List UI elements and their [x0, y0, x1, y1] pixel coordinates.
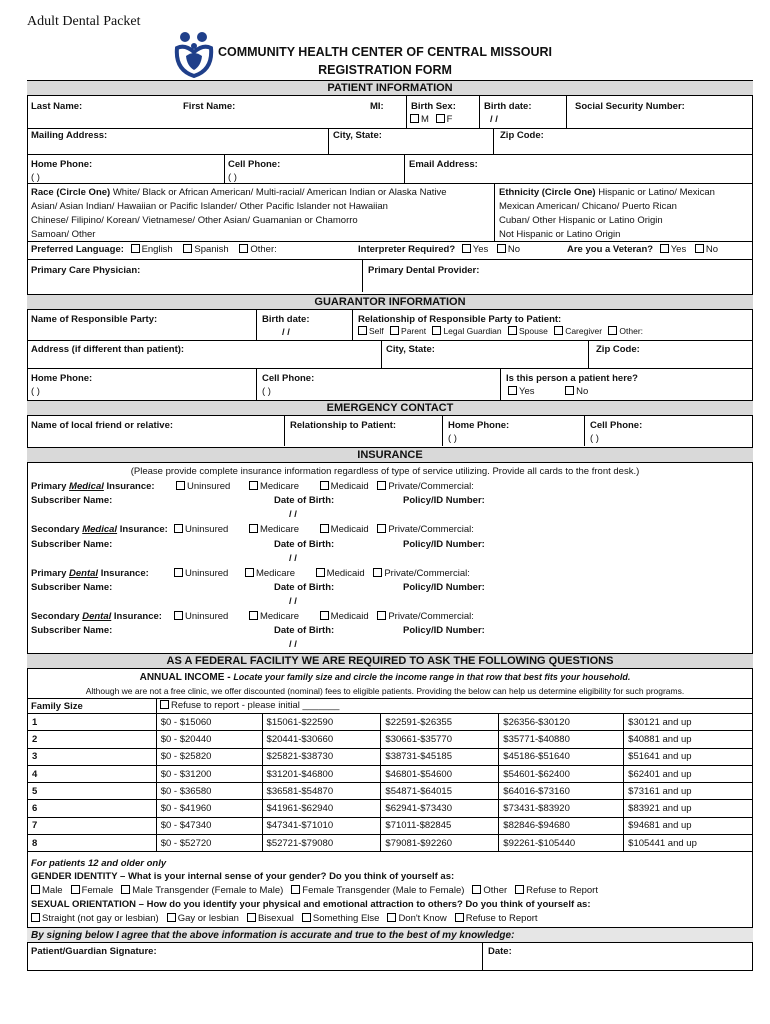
ins-word: Insurance: — [111, 611, 162, 622]
uninsured-label: Uninsured — [185, 611, 229, 622]
home-phone-paren: ( ) — [31, 172, 40, 183]
guarantor-city-state-field[interactable]: City, State: — [386, 344, 435, 355]
other-relationship-label: Other: — [619, 326, 644, 336]
income-range-cell[interactable]: $73431-$83920 — [499, 800, 624, 817]
gender-option-checkbox[interactable] — [71, 885, 80, 894]
income-range-cell[interactable]: $45186-$51640 — [499, 748, 624, 765]
income-range-cell[interactable]: $36581-$54870 — [262, 783, 381, 800]
sex-f-label: F — [446, 114, 453, 125]
income-range-cell[interactable]: $25821-$38730 — [262, 748, 381, 765]
other-language-checkbox[interactable] — [239, 244, 248, 253]
refuse-to-report-row — [156, 700, 339, 711]
primary-medical-private-checkbox[interactable] — [377, 481, 386, 490]
primary-dental-policy[interactable]: Policy/ID Number: — [403, 582, 485, 593]
guarantor-address-field[interactable]: Address (if different than patient): — [31, 344, 185, 355]
guarantor-birth-date-field[interactable]: Birth date: — [262, 314, 310, 325]
secondary-dental-label — [31, 611, 162, 622]
annual-income-instructions: Locate your family size and circle the income range in that row that best fits your household. — [233, 672, 631, 682]
orientation-option-checkbox[interactable] — [387, 913, 396, 922]
ethnicity-line-2[interactable]: Mexican American/ Chicano/ Puerto Rican — [499, 201, 677, 212]
income-range-cell[interactable]: $62941-$73430 — [381, 800, 499, 817]
guarantor-home-phone-paren: ( ) — [31, 386, 40, 397]
secondary-dental-medicaid-checkbox[interactable] — [320, 611, 329, 620]
ethnicity-label: Ethnicity (Circle One) — [499, 187, 596, 198]
dental-provider-field[interactable]: Primary Dental Provider: — [368, 265, 480, 276]
first-name-field[interactable]: First Name: — [183, 101, 236, 112]
veteran-no-checkbox[interactable] — [695, 244, 704, 253]
orientation-option-label: Bisexual — [257, 913, 294, 924]
income-range-cell[interactable]: $51641 and up — [624, 748, 753, 765]
section-guarantor-information: GUARANTOR INFORMATION — [27, 294, 753, 310]
section-insurance: INSURANCE — [27, 447, 753, 463]
secondary-medical-dob-slashes: / / — [289, 553, 297, 564]
orientation-option-label: Refuse to Report — [465, 913, 538, 924]
gender-option-label: Female — [81, 885, 114, 896]
sex-m-label: M — [421, 114, 429, 125]
income-range-cell[interactable]: $0 - $47340 — [156, 817, 262, 834]
is-patient-no-label: No — [576, 386, 589, 397]
income-range-cell[interactable]: $0 - $52720 — [156, 835, 262, 852]
primary-medical-medicare-checkbox[interactable] — [249, 481, 258, 490]
race-line-2[interactable]: Asian/ Asian Indian/ Hawaiian or Pacific Islander/ Other Pacific Islander not Hawaiian — [31, 201, 388, 212]
secondary-dental-dob-slashes: / / — [289, 639, 297, 650]
race-label: Race (Circle One) — [31, 187, 111, 198]
family-size-header: Family Size — [31, 701, 83, 712]
ethnicity-options-1[interactable]: Hispanic or Latino/ Mexican — [595, 187, 715, 198]
private-label: Private/Commercial: — [388, 611, 474, 622]
medicaid-label: Medicaid — [330, 611, 369, 622]
interpreter-no-checkbox[interactable] — [497, 244, 506, 253]
primary-dental-dob[interactable]: Date of Birth: — [274, 582, 335, 593]
guarantor-birth-date-slashes: / / — [282, 327, 290, 338]
income-range-cell[interactable]: $0 - $36580 — [156, 783, 262, 800]
secondary-medical-policy[interactable]: Policy/ID Number: — [403, 539, 485, 550]
income-range-cell[interactable]: $38731-$45185 — [381, 748, 499, 765]
gender-option-checkbox[interactable] — [121, 885, 130, 894]
secondary-medical-label — [31, 524, 168, 535]
family-size-cell: 1 — [28, 714, 157, 731]
cell-phone-paren: ( ) — [228, 172, 237, 183]
income-range-cell[interactable]: $0 - $31200 — [156, 765, 262, 782]
other-language-label: Other: — [250, 244, 277, 255]
gender-option-checkbox[interactable] — [31, 885, 40, 894]
gender-options — [27, 885, 602, 896]
insurance-note: (Please provide complete insurance information regardless of type of service utilizing. Provide all cards to the front desk.) — [130, 466, 640, 477]
section-emergency-contact: EMERGENCY CONTACT — [27, 400, 753, 416]
veteran-label: Are you a Veteran? — [567, 244, 654, 255]
primary-dental-label — [31, 568, 149, 579]
birth-date-slashes: / / — [490, 114, 498, 125]
annual-income-heading: ANNUAL INCOME - — [139, 672, 234, 683]
primary-dental-private-checkbox[interactable] — [373, 568, 382, 577]
private-label: Private/Commercial: — [388, 481, 474, 492]
is-patient-yes-label: Yes — [519, 386, 535, 397]
medicaid-label: Medicaid — [330, 481, 369, 492]
guarantor-home-phone-field[interactable]: Home Phone: — [31, 373, 93, 384]
income-range-cell[interactable]: $82846-$94680 — [499, 817, 624, 834]
ins-order: Secondary — [31, 611, 80, 622]
spouse-label: Spouse — [518, 326, 548, 336]
ins-type: Dental — [82, 611, 112, 622]
interpreter-label: Interpreter Required? — [358, 244, 456, 255]
income-range-cell[interactable]: $54601-$62400 — [499, 765, 624, 782]
secondary-dental-uninsured-checkbox[interactable] — [174, 611, 183, 620]
orientation-question: SEXUAL ORIENTATION – How do you identify your physical and emotional attraction to others? Do you think of yourself as: — [31, 899, 591, 910]
sex-m-checkbox[interactable] — [410, 114, 419, 123]
gender-option-checkbox[interactable] — [515, 885, 524, 894]
relationship-label: Relationship of Responsible Party to Patient: — [358, 314, 562, 325]
last-name-field[interactable]: Last Name: — [31, 101, 83, 112]
orientation-option-checkbox[interactable] — [455, 913, 464, 922]
primary-medical-label — [31, 481, 155, 492]
ins-type: Dental — [69, 568, 99, 579]
section-federal-questions: AS A FEDERAL FACILITY WE ARE REQUIRED TO ASK THE FOLLOWING QUESTIONS — [27, 653, 753, 669]
primary-dental-medicare-checkbox[interactable] — [245, 568, 254, 577]
is-patient-label: Is this person a patient here? — [506, 373, 638, 384]
family-size-cell: 2 — [28, 731, 157, 748]
legal-guardian-label: Legal Guardian — [443, 326, 502, 336]
is-patient-options — [504, 386, 588, 397]
race-line-4[interactable]: Samoan/ Other — [31, 229, 96, 240]
income-range-cell[interactable]: $40881 and up — [624, 731, 753, 748]
medicare-label: Medicare — [255, 568, 296, 579]
secondary-medical-dob[interactable]: Date of Birth: — [274, 539, 335, 550]
english-label: English — [141, 244, 173, 255]
income-row — [28, 714, 753, 731]
org-name: COMMUNITY HEALTH CENTER OF CENTRAL MISSOURI — [217, 45, 553, 59]
primary-medical-medicaid-checkbox[interactable] — [320, 481, 329, 490]
veteran-row — [567, 244, 718, 255]
orientation-option-label: Don't Know — [398, 913, 447, 924]
interpreter-no-label: No — [507, 244, 521, 255]
income-range-cell[interactable]: $15061-$22590 — [262, 714, 381, 731]
mailing-address-field[interactable]: Mailing Address: — [31, 130, 108, 141]
veteran-no-label: No — [705, 244, 718, 255]
middle-initial-field[interactable]: MI: — [370, 101, 384, 112]
secondary-medical-private-checkbox[interactable] — [377, 524, 386, 533]
income-row — [28, 748, 753, 765]
refuse-income-checkbox[interactable] — [160, 700, 169, 709]
interpreter-yes-label: Yes — [472, 244, 489, 255]
uninsured-label: Uninsured — [185, 568, 229, 579]
emergency-relationship-field[interactable]: Relationship to Patient: — [290, 420, 397, 431]
gender-option-label: Refuse to Report — [526, 885, 598, 896]
medicaid-label: Medicaid — [326, 568, 365, 579]
english-checkbox[interactable] — [131, 244, 140, 253]
income-row — [28, 783, 753, 800]
race-line-1 — [31, 187, 447, 198]
emergency-cell-phone-paren: ( ) — [590, 433, 599, 444]
income-range-cell[interactable]: $52721-$79080 — [262, 835, 381, 852]
income-row — [28, 800, 753, 817]
secondary-dental-private-checkbox[interactable] — [377, 611, 386, 620]
primary-dental-medicaid-checkbox[interactable] — [316, 568, 325, 577]
income-range-cell[interactable]: $22591-$26355 — [381, 714, 499, 731]
form-title: REGISTRATION FORM — [318, 63, 452, 77]
secondary-medical-options — [170, 524, 474, 535]
ethnicity-line-4[interactable]: Not Hispanic or Latino Origin — [499, 229, 621, 240]
caregiver-label: Caregiver — [565, 326, 603, 336]
family-size-cell: 3 — [28, 748, 157, 765]
ins-type: Medical — [82, 524, 118, 535]
spanish-label: Spanish — [194, 244, 229, 255]
income-range-cell[interactable]: $64016-$73160 — [499, 783, 624, 800]
income-range-cell[interactable]: $92261-$105440 — [499, 835, 624, 852]
orientation-option-label: Something Else — [312, 913, 380, 924]
income-row — [28, 817, 753, 834]
ins-word: Insurance: — [103, 481, 155, 492]
primary-medical-subscriber[interactable]: Subscriber Name: — [31, 495, 113, 506]
primary-dental-options — [170, 568, 470, 579]
spouse-checkbox[interactable] — [508, 326, 517, 335]
primary-dental-dob-slashes: / / — [289, 596, 297, 607]
income-range-cell[interactable]: $0 - $20440 — [156, 731, 262, 748]
primary-medical-dob[interactable]: Date of Birth: — [274, 495, 335, 506]
income-range-cell[interactable]: $35771-$40880 — [499, 731, 624, 748]
orientation-option-checkbox[interactable] — [31, 913, 40, 922]
guarantor-cell-phone-paren: ( ) — [262, 386, 271, 397]
income-range-cell[interactable]: $105441 and up — [624, 835, 753, 852]
spanish-checkbox[interactable] — [183, 244, 192, 253]
income-table — [27, 713, 753, 852]
race-options-1[interactable]: White/ Black or African American/ Multi-racial/ American Indian or Alaska Native — [110, 187, 447, 198]
refuse-income-label: Refuse to report - please initial _______ — [171, 700, 340, 711]
gender-option-checkbox[interactable] — [472, 885, 481, 894]
income-range-cell[interactable]: $79081-$92260 — [381, 835, 499, 852]
is-patient-no-checkbox[interactable] — [565, 386, 574, 395]
veteran-yes-label: Yes — [670, 244, 687, 255]
income-range-cell[interactable]: $0 - $25820 — [156, 748, 262, 765]
birth-date-field[interactable]: Birth date: — [484, 101, 532, 112]
email-field[interactable]: Email Address: — [409, 159, 478, 170]
income-range-cell[interactable]: $71011-$82845 — [381, 817, 499, 834]
signature-date-field[interactable]: Date: — [488, 946, 512, 957]
guarantor-zip-field[interactable]: Zip Code: — [596, 344, 640, 355]
emergency-cell-phone-field[interactable]: Cell Phone: — [590, 420, 643, 431]
medicaid-label: Medicaid — [330, 524, 369, 535]
primary-dental-uninsured-checkbox[interactable] — [174, 568, 183, 577]
birth-sex-options[interactable] — [406, 114, 452, 125]
ins-order: Secondary — [31, 524, 80, 535]
income-range-cell[interactable]: $41961-$62940 — [262, 800, 381, 817]
income-row — [28, 765, 753, 782]
responsible-party-field[interactable]: Name of Responsible Party: — [31, 314, 158, 325]
gender-question: GENDER IDENTITY – What is your internal sense of your gender? Do you think of yourself as: — [31, 871, 455, 882]
orientation-option-checkbox[interactable] — [247, 913, 256, 922]
secondary-dental-medicare-checkbox[interactable] — [249, 611, 258, 620]
emergency-home-phone-field[interactable]: Home Phone: — [448, 420, 510, 431]
income-range-cell[interactable]: $26356-$30120 — [499, 714, 624, 731]
zip-code-field[interactable]: Zip Code: — [500, 130, 544, 141]
packet-title: Adult Dental Packet — [27, 14, 141, 29]
self-checkbox[interactable] — [358, 326, 367, 335]
income-range-cell[interactable]: $73161 and up — [624, 783, 753, 800]
emergency-home-phone-paren: ( ) — [448, 433, 457, 444]
income-note: Although we are not a free clinic, we offer discounted (nominal) fees to eligible patients. Providing the below can help us determine eligibility for such programs. — [85, 686, 685, 696]
preferred-language-label: Preferred Language: — [31, 244, 124, 255]
gender-option-checkbox[interactable] — [291, 885, 300, 894]
medicare-label: Medicare — [259, 481, 300, 492]
signature-field[interactable]: Patient/Guardian Signature: — [31, 946, 157, 957]
uninsured-label: Uninsured — [187, 481, 231, 492]
is-patient-yes-checkbox[interactable] — [508, 386, 517, 395]
secondary-dental-policy[interactable]: Policy/ID Number: — [403, 625, 485, 636]
orientation-option-checkbox[interactable] — [167, 913, 176, 922]
secondary-dental-options — [170, 611, 474, 622]
birth-sex-label: Birth Sex: — [411, 101, 456, 112]
annual-income-title — [0, 672, 770, 683]
parent-label: Parent — [401, 326, 427, 336]
age-note: For patients 12 and older only — [31, 858, 167, 869]
secondary-medical-medicare-checkbox[interactable] — [249, 524, 258, 533]
private-label: Private/Commercial: — [384, 568, 470, 579]
income-range-cell[interactable]: $46801-$54600 — [381, 765, 499, 782]
legal-guardian-checkbox[interactable] — [432, 326, 441, 335]
signature-agreement: By signing below I agree that the above information is accurate and true to the best of my knowledge: — [27, 927, 753, 943]
ins-word: Insurance: — [117, 524, 168, 535]
secondary-dental-subscriber[interactable]: Subscriber Name: — [31, 625, 113, 636]
secondary-medical-subscriber[interactable]: Subscriber Name: — [31, 539, 113, 550]
income-range-cell[interactable]: $47341-$71010 — [262, 817, 381, 834]
income-range-cell[interactable]: $20441-$30660 — [262, 731, 381, 748]
income-range-cell[interactable]: $0 - $41960 — [156, 800, 262, 817]
primary-medical-uninsured-checkbox[interactable] — [176, 481, 185, 490]
caregiver-checkbox[interactable] — [554, 326, 563, 335]
sex-f-checkbox[interactable] — [436, 114, 445, 123]
orientation-option-label: Gay or lesbian — [177, 913, 239, 924]
family-size-cell: 5 — [28, 783, 157, 800]
ssn-field[interactable]: Social Security Number: — [575, 101, 685, 112]
emergency-name-field[interactable]: Name of local friend or relative: — [31, 420, 174, 431]
other-relationship-checkbox[interactable] — [608, 326, 617, 335]
uninsured-label: Uninsured — [185, 524, 229, 535]
primary-medical-dob-slashes: / / — [289, 509, 297, 520]
secondary-medical-uninsured-checkbox[interactable] — [174, 524, 183, 533]
race-line-3[interactable]: Chinese/ Filipino/ Korean/ Vietnamese/ Other Asian/ Guamanian or Chamorro — [31, 215, 358, 226]
secondary-dental-dob[interactable]: Date of Birth: — [274, 625, 335, 636]
cell-phone-field[interactable]: Cell Phone: — [228, 159, 281, 170]
guarantor-cell-phone-field[interactable]: Cell Phone: — [262, 373, 315, 384]
section-patient-information: PATIENT INFORMATION — [27, 80, 753, 96]
income-range-cell[interactable]: $30121 and up — [624, 714, 753, 731]
preferred-language-row — [31, 244, 277, 255]
ethnicity-line-1 — [499, 187, 715, 198]
orientation-option-checkbox[interactable] — [302, 913, 311, 922]
income-row — [28, 731, 753, 748]
orientation-option-label: Straight (not gay or lesbian) — [42, 913, 159, 924]
ethnicity-line-3[interactable]: Cuban/ Other Hispanic or Latino Origin — [499, 215, 663, 226]
self-label: Self — [369, 326, 384, 336]
ins-order: Primary — [31, 568, 67, 579]
relationship-options — [354, 326, 643, 336]
medicare-label: Medicare — [259, 524, 300, 535]
family-size-cell: 6 — [28, 800, 157, 817]
secondary-medical-medicaid-checkbox[interactable] — [320, 524, 329, 533]
income-range-cell[interactable]: $0 - $15060 — [156, 714, 262, 731]
interpreter-row — [358, 244, 520, 255]
interpreter-yes-checkbox[interactable] — [462, 244, 471, 253]
income-range-cell[interactable]: $94681 and up — [624, 817, 753, 834]
pcp-field[interactable]: Primary Care Physician: — [31, 265, 141, 276]
home-phone-field[interactable]: Home Phone: — [31, 159, 93, 170]
city-state-field[interactable]: City, State: — [333, 130, 382, 141]
income-range-cell[interactable]: $54871-$64015 — [381, 783, 499, 800]
gender-option-label: Male — [42, 885, 63, 896]
veteran-yes-checkbox[interactable] — [660, 244, 669, 253]
primary-medical-policy[interactable]: Policy/ID Number: — [403, 495, 485, 506]
family-size-cell: 8 — [28, 835, 157, 852]
primary-medical-options — [172, 481, 474, 492]
primary-dental-subscriber[interactable]: Subscriber Name: — [31, 582, 113, 593]
ins-order: Primary — [31, 481, 67, 492]
ins-word: Insurance: — [98, 568, 149, 579]
parent-checkbox[interactable] — [390, 326, 399, 335]
income-range-cell[interactable]: $30661-$35770 — [381, 731, 499, 748]
ins-type: Medical — [69, 481, 104, 492]
medicare-label: Medicare — [259, 611, 300, 622]
family-size-cell: 7 — [28, 817, 157, 834]
gender-option-label: Female Transgender (Male to Female) — [302, 885, 465, 896]
income-row — [28, 835, 753, 852]
income-range-cell[interactable]: $62401 and up — [624, 765, 753, 782]
income-range-cell[interactable]: $83921 and up — [624, 800, 753, 817]
orientation-options — [27, 913, 542, 924]
gender-option-label: Other — [483, 885, 508, 896]
gender-option-label: Male Transgender (Female to Male) — [132, 885, 284, 896]
family-size-cell: 4 — [28, 765, 157, 782]
income-range-cell[interactable]: $31201-$46800 — [262, 765, 381, 782]
private-label: Private/Commercial: — [388, 524, 474, 535]
